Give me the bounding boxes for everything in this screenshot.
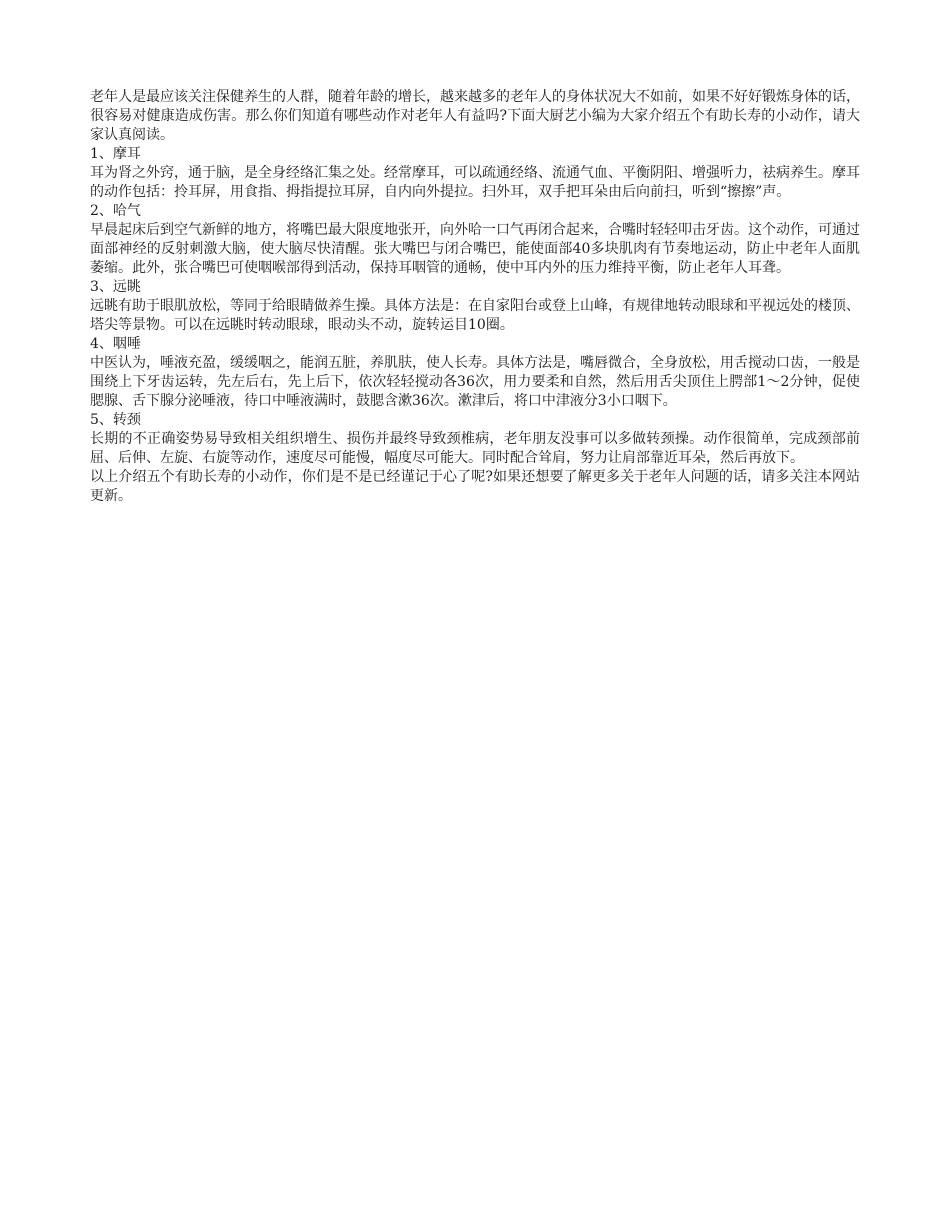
section-body-neck-turn: 长期的不正确姿势易导致相关组织增生、损伤并最终导致颈椎病，老年朋友没事可以多做转颈操。动作很简单，完成颈部前屈、后伸、左旋、右旋等动作，速度尽可能慢，幅度尽可能大。同时配合耸肩，努力让肩部靠近耳朵，然后再放下。: [90, 431, 860, 466]
intro-paragraph: 老年人是最应该关注保健养生的人群，随着年龄的增长，越来越多的老年人的身体状况大不如前，如果不好好锻炼身体的话，很容易对健康造成伤害。那么你们知道有哪些动作对老年人有益吗?下面大厨艺小编为大家介绍五个有助长寿的小动作，请大家认真阅读。: [90, 89, 860, 143]
section-body-gaze-far: 远眺有助于眼肌放松，等同于给眼睛做养生操。具体方法是：在自家阳台或登上山峰，有规律地转动眼球和平视远处的楼顶、塔尖等景物。可以在远眺时转动眼球，眼动头不动，旋转运目10圈。: [90, 298, 860, 333]
section-heading-ear-rubbing: 1、摩耳: [90, 146, 141, 162]
section-heading-swallow-saliva: 4、咽唾: [90, 336, 141, 352]
outro-paragraph: 以上介绍五个有助长寿的小动作，你们是不是已经谨记于心了呢?如果还想要了解更多关于老年人问题的话，请多关注本网站更新。: [90, 469, 860, 504]
article: [90, 88, 860, 506]
section-heading-gaze-far: 3、远眺: [90, 279, 141, 295]
section-heading-neck-turn: 5、转颈: [90, 412, 141, 428]
section-body-ear-rubbing: 耳为肾之外窍，通于脑，是全身经络汇集之处。经常摩耳，可以疏通经络、流通气血、平衡阴阳、增强听力，祛病养生。摩耳的动作包括：拎耳屏，用食指、拇指提拉耳屏，自内向外提拉。扫外耳，双手把耳朵由后向前扫，听到“擦擦”声。: [90, 165, 860, 200]
section-heading-exhale: 2、哈气: [90, 203, 141, 219]
section-body-exhale: 早晨起床后到空气新鲜的地方，将嘴巴最大限度地张开，向外哈一口气再闭合起来，合嘴时轻轻叩击牙齿。这个动作，可通过面部神经的反射刺激大脑，使大脑尽快清醒。张大嘴巴与闭合嘴巴，能使面部40多块肌肉有节奏地运动，防止中老年人面肌萎缩。此外，张合嘴巴可使咽喉部得到活动，保持耳咽管的通畅，使中耳内外的压力维持平衡，防止老年人耳聋。: [90, 222, 860, 276]
section-body-swallow-saliva: 中医认为，唾液充盈，缓缓咽之，能润五脏，养肌肤，使人长寿。具体方法是，嘴唇微合，全身放松，用舌搅动口齿，一般是围绕上下牙齿运转，先左后右，先上后下，依次轻轻搅动各36次，用力要柔和自然，然后用舌尖顶住上腭部1～2分钟，促使腮腺、舌下腺分泌唾液，待口中唾液满时，鼓腮含漱36次。漱津后，将口中津液分3小口咽下。: [90, 355, 860, 409]
